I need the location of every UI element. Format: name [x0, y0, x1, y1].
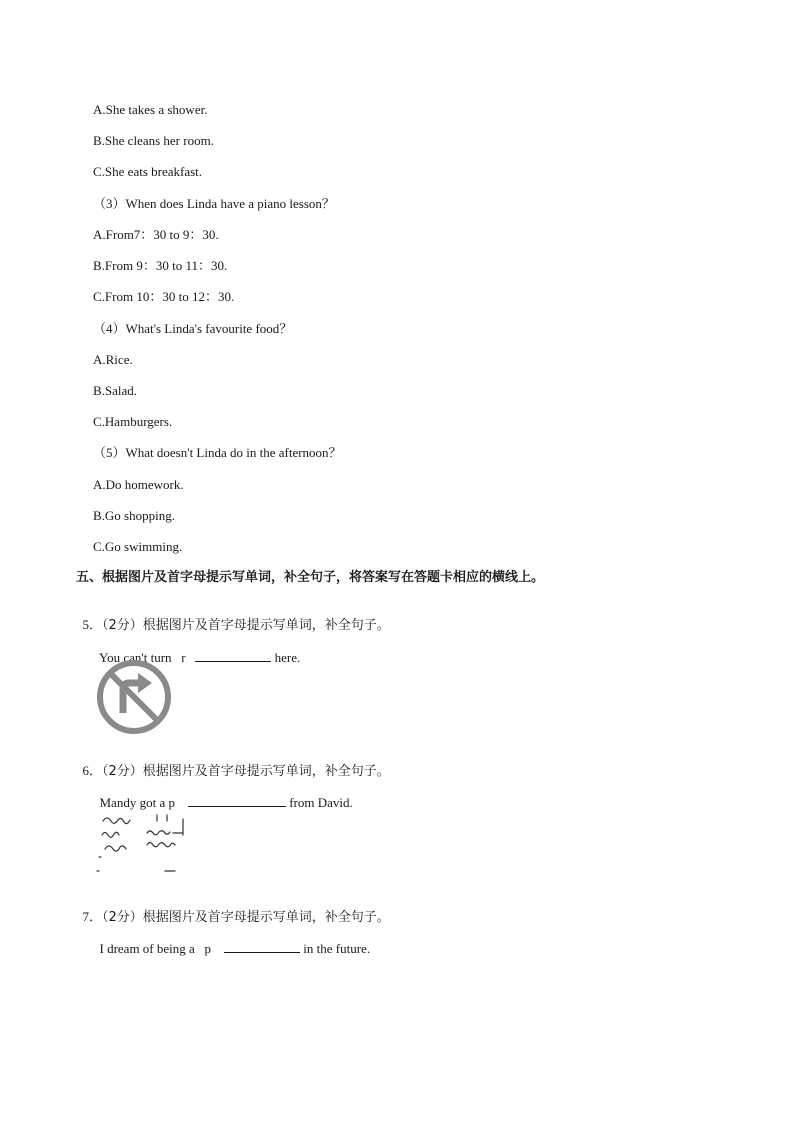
item-number: 7． [82, 909, 103, 924]
q4-option-c: C.Hamburgers. [93, 414, 173, 429]
option-a-prev: A.She takes a shower. [93, 102, 208, 117]
no-right-turn-sign-icon [96, 659, 172, 735]
q3-option-a: A.From7：30 to 9：30. [93, 227, 219, 242]
item-5-header [76, 601, 390, 634]
handwritten-postcard-icon [95, 811, 191, 873]
sentence-before: Mandy got a p [99, 795, 175, 810]
q3-option-b: B.From 9：30 to 11：30. [93, 258, 228, 273]
item-instruction: 根据图片及首字母提示写单词，补全句子。 [142, 764, 390, 779]
sentence-after: from David. [285, 795, 353, 810]
item-instruction: 根据图片及首字母提示写单词，补全句子。 [142, 618, 390, 633]
item-6-header [76, 747, 390, 780]
answer-blank[interactable] [195, 649, 271, 662]
question-3: （3）When does Linda have a piano lesson？ [93, 196, 335, 211]
item-number: 5． [82, 617, 103, 632]
q3-option-c: C.From 10：30 to 12：30. [93, 289, 235, 304]
item-7-header [76, 893, 390, 926]
sentence-before: You can't turn r [99, 650, 186, 665]
sentence-after: in the future. [300, 941, 371, 956]
item-number: 6． [82, 763, 103, 778]
sentence-before: I dream of being a p [99, 941, 212, 956]
question-4: （4）What's Linda's favourite food？ [93, 321, 293, 336]
q5-option-b: B.Go shopping. [93, 508, 175, 523]
option-b-prev: B.She cleans her room. [93, 133, 214, 148]
answer-blank[interactable] [188, 794, 286, 807]
q4-option-a: A.Rice. [93, 352, 133, 367]
item-score: （2分） [102, 910, 143, 925]
answer-blank[interactable] [224, 940, 300, 953]
q5-option-c: C.Go swimming. [93, 539, 183, 554]
item-7-sentence [93, 924, 370, 957]
item-score: （2分） [102, 764, 143, 779]
item-6-sentence [93, 778, 353, 811]
q4-option-b: B.Salad. [93, 383, 138, 398]
question-5: （5）What doesn't Linda do in the afternoon？ [93, 445, 342, 460]
sentence-after: here. [271, 650, 301, 665]
option-c-prev: C.She eats breakfast. [93, 164, 203, 179]
section-title: 五、根据图片及首字母提示写单词，补全句子，将答案写在答题卡相应的横线上。 [76, 570, 545, 585]
q5-option-a: A.Do homework. [93, 477, 184, 492]
item-instruction: 根据图片及首字母提示写单词，补全句子。 [142, 910, 390, 925]
item-score: （2分） [102, 618, 143, 633]
